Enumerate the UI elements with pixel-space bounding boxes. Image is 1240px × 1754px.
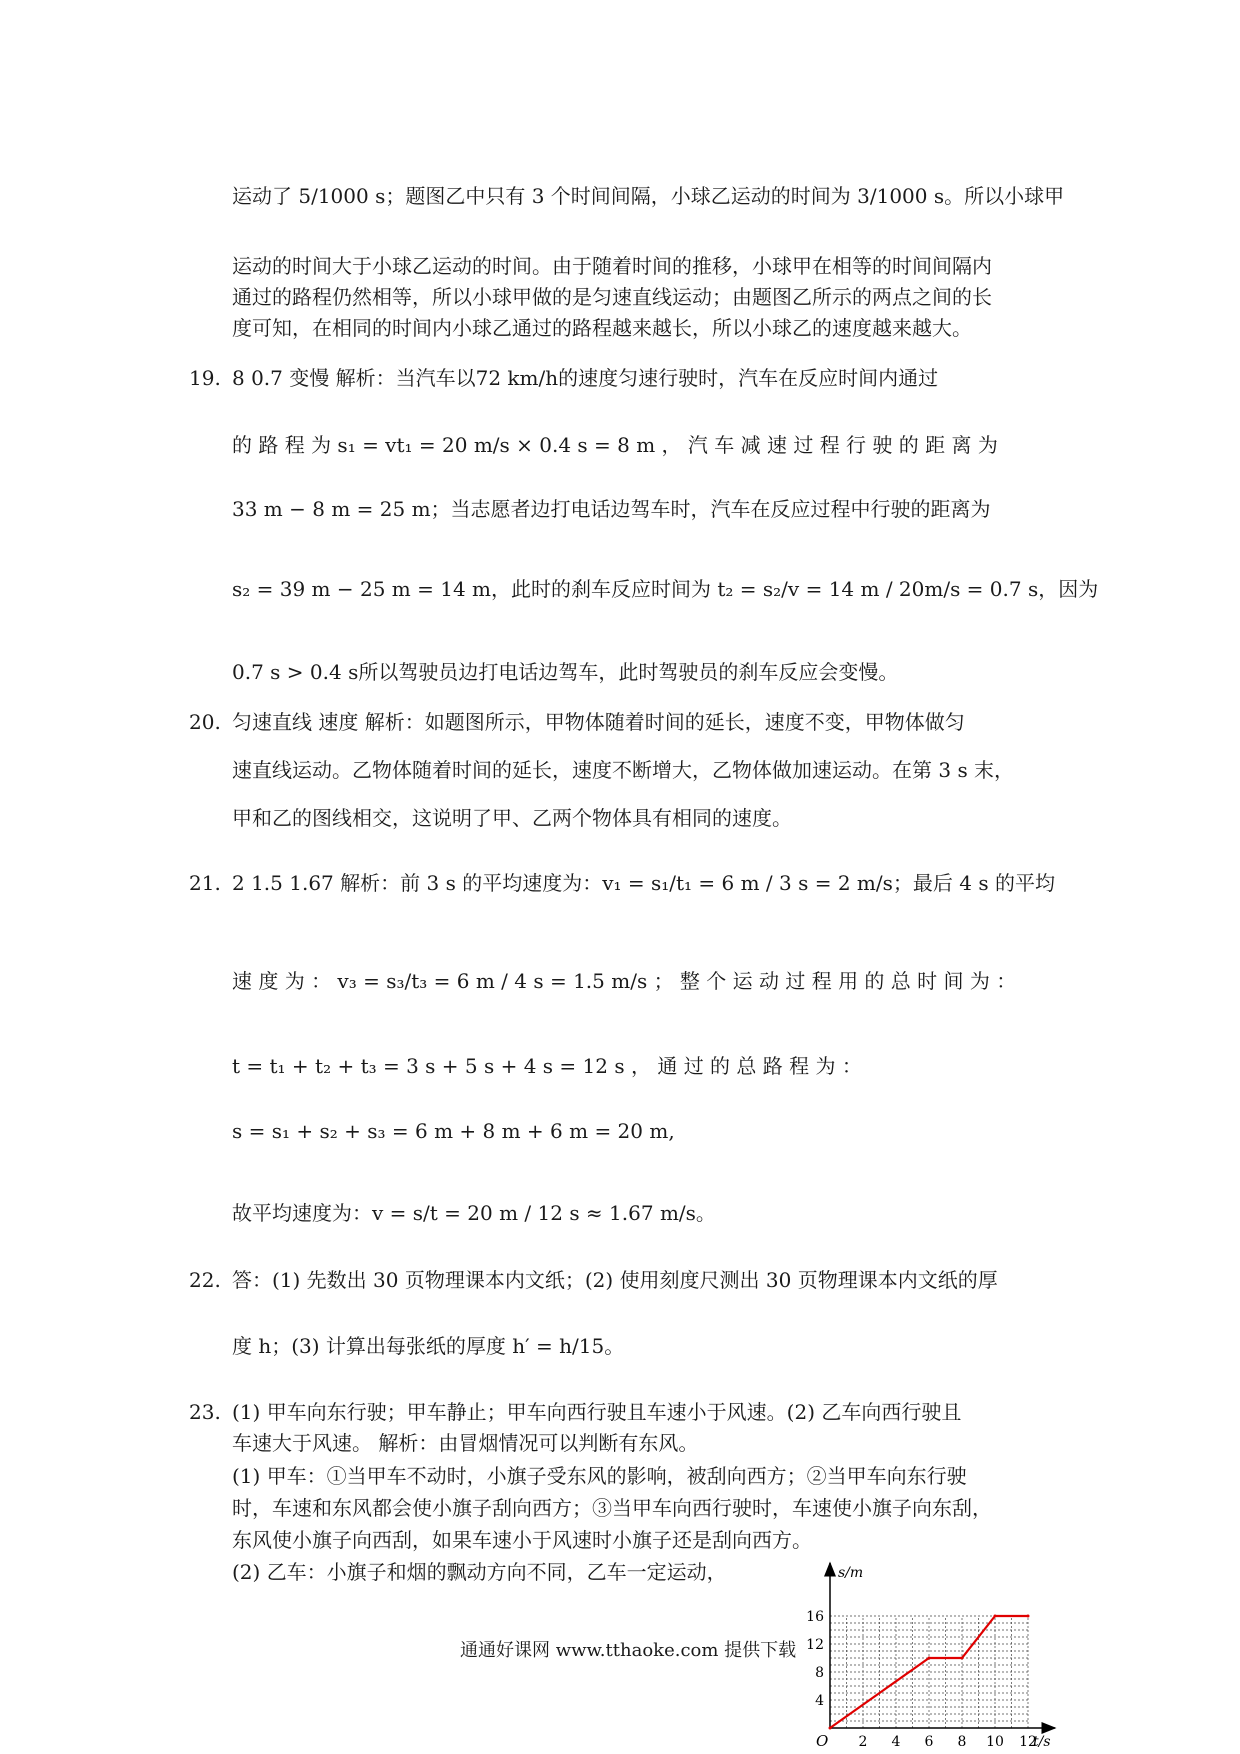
text-line: 8 0.7 变慢 解析：当汽车以72 km/h的速度匀速行驶时，汽车在反应时间内通过	[232, 366, 939, 390]
text-line: 车速大于风速。 解析：由冒烟情况可以判断有东风。	[232, 1431, 699, 1455]
footer-source: 通通好课网 www.tthaoke.com 提供下载	[460, 1640, 797, 1661]
text-line: s₂ = 39 m − 25 m = 14 m，此时的刹车反应时间为 t₂ = s₂/v = 14 m / 20m/s = 0.7 s，因为	[232, 577, 1099, 601]
chart-grid	[830, 1616, 1028, 1728]
y-tick-label: 8	[815, 1665, 824, 1681]
x-tick-label: 12	[1019, 1734, 1037, 1750]
text-line: 度可知，在相同的时间内小球乙通过的路程越来越长，所以小球乙的速度越来越大。	[232, 316, 972, 340]
data-point	[829, 1727, 832, 1730]
y-tick-label: 16	[806, 1609, 824, 1625]
x-axis-label: t/s	[1033, 1734, 1051, 1750]
text-line: (1) 甲车向东行驶；甲车静止；甲车向西行驶且车速小于风速。(2) 乙车向西行驶且	[232, 1400, 962, 1424]
text-line: 答：(1) 先数出 30 页物理课本内文纸；(2) 使用刻度尺测出 30 页物理课本内文纸的厚	[232, 1268, 998, 1292]
y-axis-label: s/m	[838, 1565, 864, 1581]
text-line: 速 度 为 ： v₃ = s₃/t₃ = 6 m / 4 s = 1.5 m/s ； 整 个 运 动 过 程 用 的 总 时 间 为 ：	[232, 969, 1017, 993]
text-line: 东风使小旗子向西刮，如果车速小于风速时小旗子还是刮向西方。	[232, 1528, 812, 1552]
text-line: 度 h；(3) 计算出每张纸的厚度 h′ = h/15。	[232, 1334, 625, 1358]
x-tick-label: 8	[957, 1734, 967, 1750]
text-line: 0.7 s > 0.4 s所以驾驶员边打电话边驾车，此时驾驶员的刹车反应会变慢。	[232, 660, 899, 684]
text-line: 通过的路程仍然相等，所以小球甲做的是匀速直线运动；由题图乙所示的两点之间的长	[232, 285, 992, 309]
data-point	[961, 1657, 964, 1660]
question-number: 22.	[189, 1268, 221, 1292]
text-line: 33 m − 8 m = 25 m；当志愿者边打电话边驾车时，汽车在反应过程中行驶的距离为	[232, 497, 991, 521]
origin-label: O	[816, 1732, 829, 1750]
x-tick-label: 2	[858, 1734, 868, 1750]
y-tick-label: 4	[815, 1693, 824, 1709]
data-point	[1027, 1615, 1030, 1618]
question-number: 20.	[189, 710, 221, 734]
x-tick-label: 10	[986, 1734, 1004, 1750]
text-line: 运动的时间大于小球乙运动的时间。由于随着时间的推移，小球甲在相等的时间间隔内	[232, 254, 992, 278]
text-line: t = t₁ + t₂ + t₃ = 3 s + 5 s + 4 s = 12 s ， 通 过 的 总 路 程 为 ：	[232, 1054, 862, 1078]
text-line: 故平均速度为：v = s/t = 20 m / 12 s ≈ 1.67 m/s。	[232, 1201, 716, 1225]
x-tick-label: 6	[924, 1734, 934, 1750]
question-number: 23.	[189, 1400, 221, 1424]
y-tick-label: 12	[806, 1637, 824, 1653]
data-point	[994, 1615, 997, 1618]
question-number: 19.	[189, 366, 221, 390]
text-line: 时，车速和东风都会使小旗子刮向西方；③当甲车向西行驶时，车速使小旗子向东刮，	[232, 1496, 992, 1520]
distance-time-chart	[800, 1560, 1060, 1750]
text-line: s = s₁ + s₂ + s₃ = 6 m + 8 m + 6 m = 20 m,	[232, 1119, 675, 1143]
text-line: 速直线运动。乙物体随着时间的延长，速度不断增大，乙物体做加速运动。在第 3 s 末，	[232, 758, 1015, 782]
text-line: 运动了 5/1000 s；题图乙中只有 3 个时间间隔，小球乙运动的时间为 3/1000 s。所以小球甲	[232, 184, 1065, 208]
text-line: 匀速直线 速度 解析：如题图所示，甲物体随着时间的延长，速度不变，甲物体做匀	[232, 710, 965, 734]
question-number: 21.	[189, 871, 221, 895]
text-line: (2) 乙车：小旗子和烟的飘动方向不同，乙车一定运动，	[232, 1560, 727, 1584]
x-tick-label: 4	[891, 1734, 901, 1750]
text-line: 2 1.5 1.67 解析：前 3 s 的平均速度为：v₁ = s₁/t₁ = 6 m / 3 s = 2 m/s；最后 4 s 的平均	[232, 871, 1055, 895]
text-line: (1) 甲车：①当甲车不动时，小旗子受东风的影响，被刮向西方；②当甲车向东行驶	[232, 1464, 967, 1488]
text-line: 甲和乙的图线相交，这说明了甲、乙两个物体具有相同的速度。	[232, 806, 792, 830]
text-line: 的 路 程 为 s₁ = vt₁ = 20 m/s × 0.4 s = 8 m ， 汽 车 减 速 过 程 行 驶 的 距 离 为	[232, 433, 998, 457]
data-point	[928, 1657, 931, 1660]
